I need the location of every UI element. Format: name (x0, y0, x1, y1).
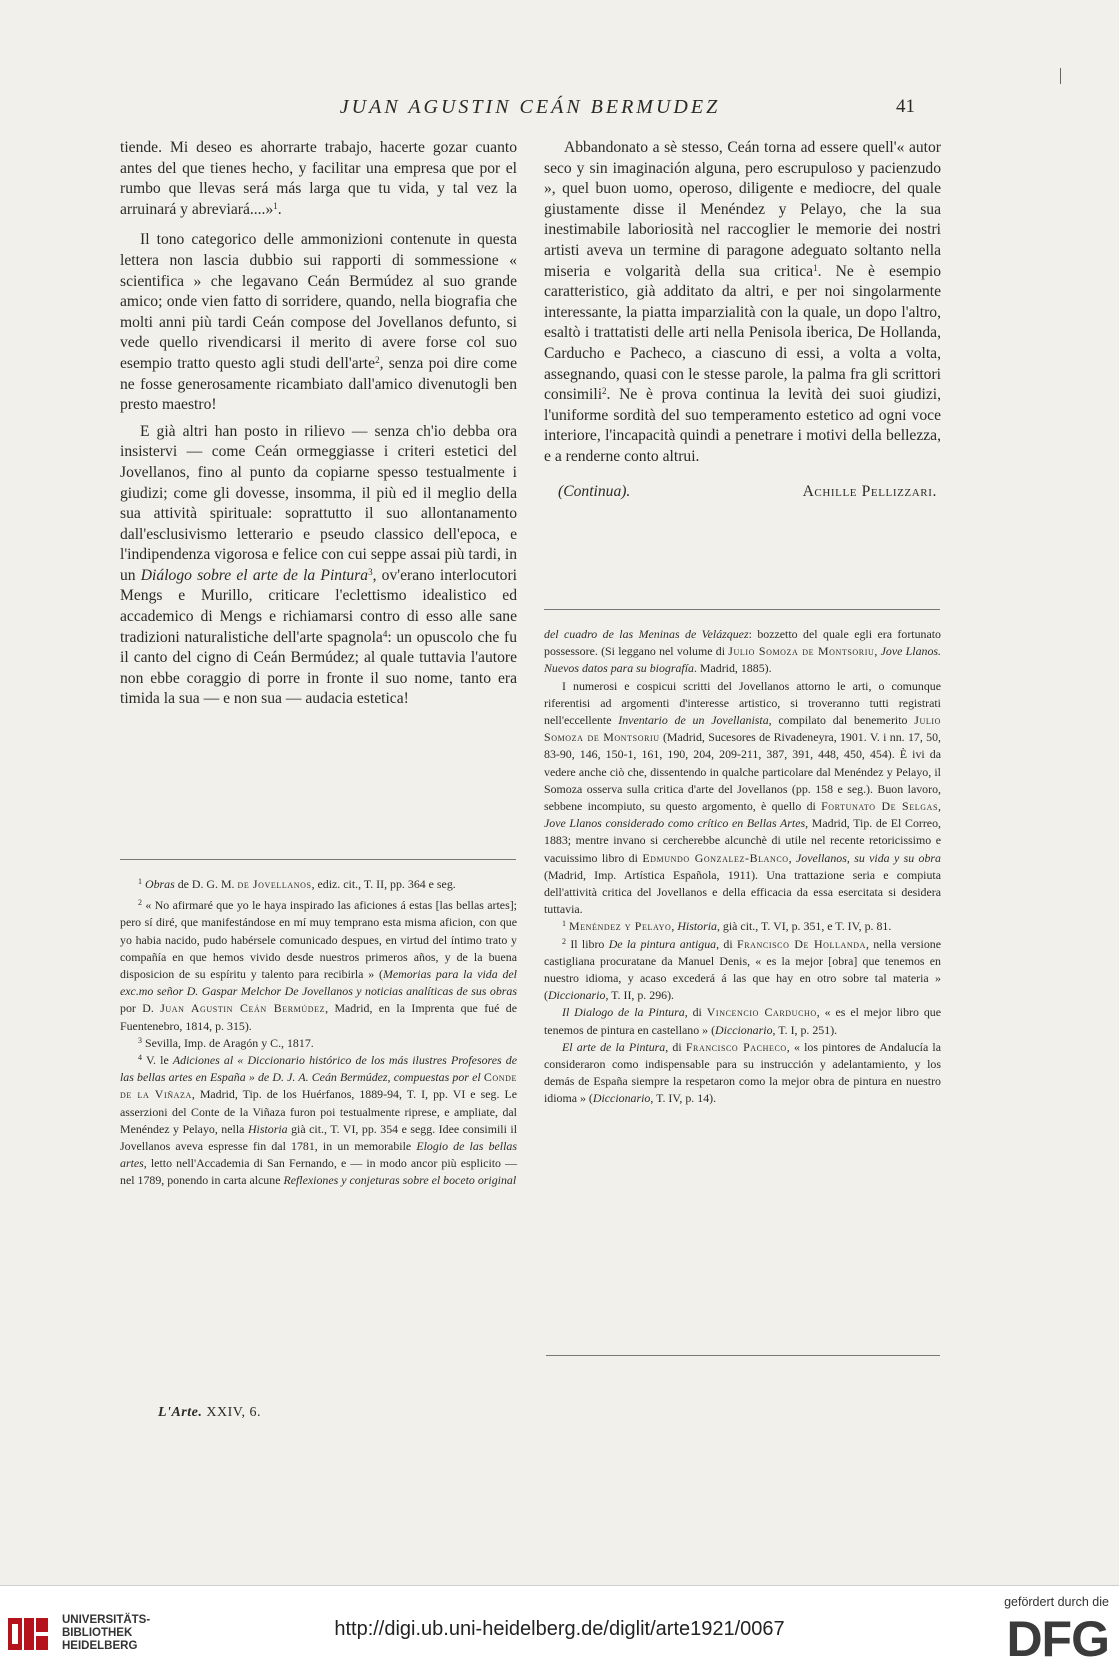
right-column-text (544, 138, 941, 502)
footnote-1: $^1$ Obras de D. G. M. de Jovellanos, ediz. cit., T. II, pp. 364 e seg. (138, 877, 456, 891)
footnote-ref: 3 (368, 566, 373, 577)
footer-bar (0, 1585, 1119, 1674)
left-footnotes (120, 876, 517, 1190)
footnote-ref: 1 (813, 262, 818, 273)
left-paragraph-2: Il tono categorico delle ammonizioni contenute in questa lettera non lascia dubbio sui rapporti di sommessione « scientifica » che legavano Ceán Bermúdez al suo grande amico; onde vien fatto di sorridere, quando, nella biografia che molti anni più tardi Ceán compose del Jovellanos defunto, si vede quello rivendicarsi il merito di avere forse col suo esempio tratto questo agli studi dell'arte$^2$, senza poi dire come ne fosse generosamente ricambiato dall'amico divenutogli ben presto maestro! (120, 231, 517, 414)
book-title: Diálogo sobre el arte de la Pintura (140, 566, 369, 584)
right-footnote-2-paragraph-2: Il Dialogo de la Pintura, di Vincencio Carducho, « es el mejor libro que tenemos de pintura en castellano » (Diccionario, T. I, p. 251). (544, 1005, 941, 1037)
dfg-logo: DFG (1006, 1611, 1109, 1667)
funding-label: gefördert durch die (1004, 1595, 1109, 1609)
right-footnote-2: $^2$ Il libro De la pintura antigua, di Francisco De Hollanda, nella versione castigliana procuratane da Manuel Denis, « es la mejor [obra] que tenemos en nuestro idioma, y acaso excederá á las que hay en otro sobre tal materia » (Diccionario, T. II, p. 296). (544, 936, 941, 1003)
left-paragraph-3: E già altri han posto in rilievo — senza ch'io debba ora insistervi — come Ceán ormeggiasse i criteri estetici del Jovellanos, fino al punto da copiarne spesso testualmente i giudizi; come gli dovesse, insomma, il più ed il meglio della sua attività spirituale: soprattutto il suo allontanamento dall'esclusivismo letterario e pseudo classico dell'epoca, e l'indipendenza vigorosa e felice con cui seppe assai più tardi, in un Diálogo sobre el arte de la Pintura$^3$, ov'erano interlocutori Mengs e Murillo, criticare l'eclettismo idealistico ed accademico di Mengs e richiamarsi contro di esso alle sane tradizioni naturalistiche dell'arte spagnola$^4$: un opuscolo che fu il canto del cigno di Ceán Bermúdez; al quale tuttavia l'autore non ebbe coraggio di porre in fronte il suo nome, tanto era timida la sua — e non sua — audacia estetica! (120, 422, 517, 708)
footnote-rule-right (544, 609, 940, 610)
corner-mark (1060, 68, 1061, 84)
article-author: Achille Pellizzari. (802, 482, 937, 500)
left-paragraph-1: tiende. Mi deseo es ahorrarte trabajo, hacerte gozar cuanto antes del que tienes hecho, y facilitar una empresa que por el rumbo que llevas será más larga que tu vida, y tal vez la arruinará y abreviará....»$^1$. (120, 139, 517, 218)
footnote-4-continued: del cuadro de las Meninas de Velázquez: bozzetto del quale egli era fortunato possessore. (Si leggano nel volume di Julio Somoza de Montsoriu, Jove Llanos. Nuevos datos para su biografía. Madrid, 1885). (544, 627, 942, 676)
footnote-4-paragraph-2: I numerosi e cospicui scritti del Jovellanos attorno le arti, o comunque riferentisi ad argomenti d'interesse artistico, si troveranno tutti registrati nell'eccellente Inventario de un Jovellanista, compilato dal benemerito Julio Somoza de Montsoriu (Madrid, Sucesores de Rivadeneyra, 1901. V. i nn. 17, 50, 83-90, 146, 150-1, 161, 190, 204, 209-211, 387, 391, 448, 450, 454). È ivi da vedere anche ciò che, dissentendo in qualche particolare dal Menéndez y Pelayo, il Somoza osserva sulla critica d'arte del Jovellanos (pp. 158 e seg.). Buon lavoro, sebbene incompiuto, su questo argomento, è quello di Fortunato De Selgas, Jove Llanos considerado como crítico en Bellas Artes, Madrid, Tip. de El Correo, 1883; mentre invano si cercherebbe alcunchè di utile nel recente retoricissimo e vacuissimo libro di Edmundo Gonzalez-Blanco, Jovellanos, su vida y su obra (Madrid, Imp. Artística Española, 1911). Una trattazione seria e compiuta dell'attività critica del Jovellanos e della efficacia da essa esercitata si desidera tuttavia. (544, 678, 942, 917)
continua-label: (Continua). (558, 482, 631, 500)
footnote-ref: 4 (382, 628, 388, 639)
footnote-ref: 2 (602, 386, 607, 397)
issue-label: L'Arte. XXIV, 6. (158, 1405, 262, 1420)
footnote-4: $^4$ V. le Adiciones al « Diccionario histórico de los más ilustres Profesores de las bellas artes en España » de D. J. A. Ceán Bermúdez, compuestas por el Conde de la Viñaza, Madrid, Tip. de los Huérfanos, 1889-94, T. I, pp. VI e seg. Le asserzioni del Conte de la Viñaza furon poi testualmente riprese, e ampliate, dal Menéndez y Pelayo, nella Historia già cit., T. VI, pp. 354 e segg. Idee consimili il Jovellanos aveva espresse fin dal 1781, in un memorabile Elogio de las bellas artes, letto nell'Accademia di San Fernando, e — in modo ancor più esplicito — nel 1789, ponendo in carta alcune Reflexiones y conjeturas sobre el boceto original (120, 1053, 517, 1188)
footnote-ref: 2 (375, 354, 380, 365)
page-number: 41 (896, 96, 915, 117)
right-footnotes (544, 626, 941, 1108)
footnote-rule-left (120, 859, 516, 860)
footnote-ref: 1 (273, 200, 278, 211)
footnote-end-rule (546, 1355, 940, 1356)
left-column-text (120, 138, 517, 710)
footnote-3: $^3$ Sevilla, Imp. de Aragón y C., 1817. (138, 1035, 314, 1050)
right-paragraph-1: Abbandonato a sè stesso, Ceán torna ad essere quell'« autor seco y sin imaginación alguna, pero escrupuloso y pacienzudo », quel buon uomo, operoso, diligente e mediocre, del quale giustamente disse il Menéndez y Pelayo, che la sua inestimabile laboriosità nel raccoglier le memorie dei nostri artisti aveva un termine di paragone adeguato soltanto nella miseria e volgarità della sua critica$^1$. Ne è esempio caratteristico, già additato da altri, e per noi singolarmente interessante, la piatta imparzialità con la quale, un dopo l'altro, esaltò i trattatisti delle arti nella Penisola iberica, De Hollanda, Carducho e Pacheco, a ciascuno di essi, a volta a volta, assegnando, quasi con le stesse parole, la palma fra gli scrittori consimili$^2$. Ne è prova continua la levità dei suoi giudizi, l'uniforme sordità del suo temperamento estetico ad ogni voce interiore, l'incapacità quindi a penetrare i motivi della bellezza, e a renderne conto altrui. (544, 139, 941, 465)
running-title: JUAN AGUSTIN CEÁN BERMUDEZ (339, 96, 721, 118)
right-footnote-2-paragraph-3: El arte de la Pintura, di Francisco Pacheco, « los pintores de Andalucía la consideraron como indispensable para su instrucción y adelantamiento, y los demás de España siempre la respetaron como la mejor obra de pintura en nuestro idioma » (Diccionario, T. IV, p. 14). (544, 1039, 941, 1106)
article-signoff (544, 482, 941, 503)
right-footnote-1: $^1$ Menéndez y Pelayo, Historia, già cit., T. VI, p. 351, e T. IV, p. 81. (562, 919, 892, 934)
library-name: UNIVERSITÄTS- BIBLIOTHEK HEIDELBERG (62, 1614, 151, 1652)
footnote-2: $^2$ « No afirmaré que yo le haya inspirado las aficiones á estas [las bellas artes]; pero sí diré, que manifestándose en mí muy temprano esta misma aficion, con que yo habia nacido, pudo habérsele comunicado despues, en virtud del íntimo trato y compañía en que hemos vivido desde nuestros primeros años, y de la buena disposicion de su espíritu y talento para recibirla » (Memorias para la vida del exc.mo señor D. Gaspar Melchor De Jovellanos y noticias analíticas de sus obras por D. Juan Agustin Ceán Bermúdez, Madrid, en la Imprenta que fué de Fuentenebro, 1814, p. 315). (120, 898, 517, 1033)
permalink-url[interactable]: http://digi.ub.uni-heidelberg.de/diglit/arte1921/0067 (334, 1618, 785, 1640)
